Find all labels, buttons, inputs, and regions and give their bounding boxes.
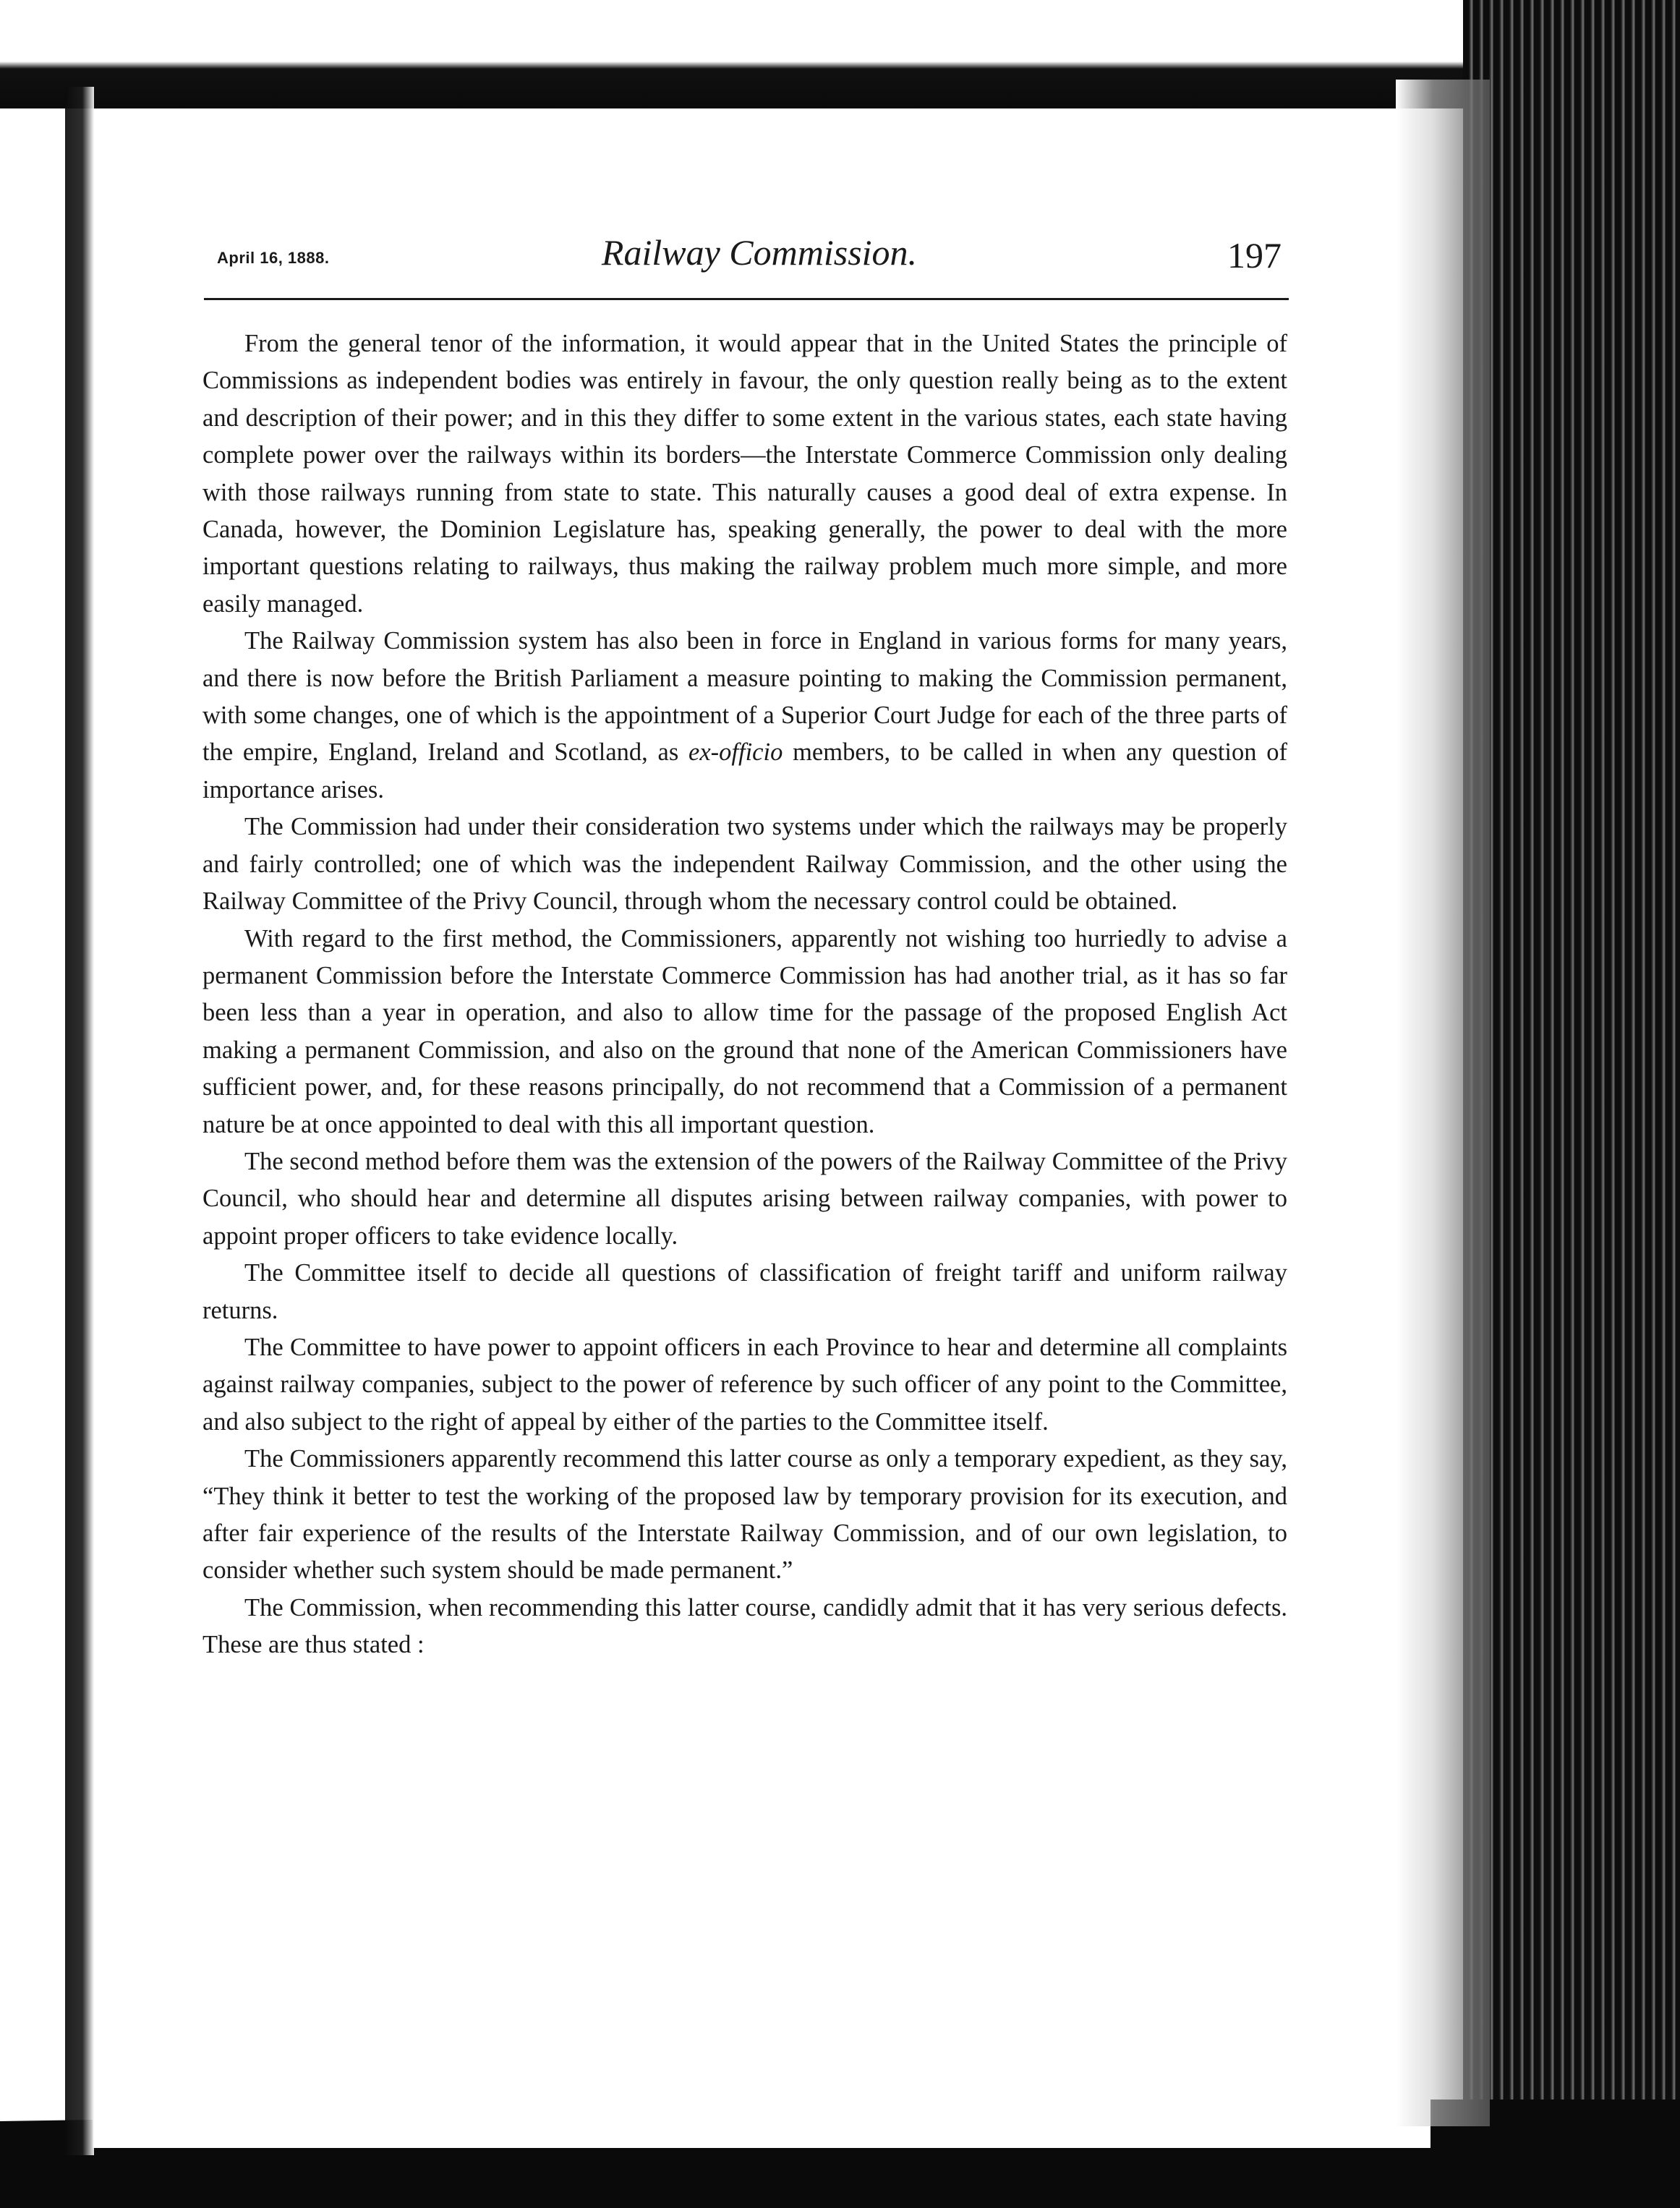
paragraph: The Commission, when recommending this latter course, candidly admit that it has very serious defects. These are thus stated : xyxy=(202,1593,1287,1659)
paragraph: The Committee itself to decide all questions of classification of freight tariff and uniform railway returns. xyxy=(202,1259,1287,1324)
header-rule xyxy=(204,298,1289,300)
italic-term: ex-officio xyxy=(688,738,783,767)
running-header xyxy=(217,231,1287,282)
paragraph: The Committee to have power to appoint officers in each Province to hear and determine all complaints against railway companies, subject to the power of reference by such officer of any point to the Committee, and also subject to the right of appeal by either of the parties to the Committee itself. xyxy=(202,1333,1287,1436)
paragraph: From the general tenor of the information, it would appear that in the United States the principle of Commissions as independent bodies was entirely in favour, the only question really being as to the extent and description of their power; and in this they differ to some extent in the various states, each state having complete power over the railways within its borders—the Interstate Commerce Commission only dealing with those railways running from state to state. This naturally causes a good deal of extra expense. In Canada, however, the Dominion Legislature has, speaking generally, the power to deal with the more important questions relating to railways, thus making the railway problem much more simple, and more easily managed. xyxy=(202,330,1287,618)
paragraph: The Commissioners apparently recommend this latter course as only a temporary expedient, as they say, “They think it better to test the working of the proposed law by temporary provision for its execution, and after fair experience of the results of the Interstate Railway Commission, and of our own legislation, to consider whether such system should be made permanent.” xyxy=(202,1445,1287,1585)
paragraph: With regard to the first method, the Commissioners, apparently not wishing too hurriedly to advise a permanent Commission before the Interstate Commerce Commission has had another trial, as it has so far been less than a year in operation, and also to allow time for the passage of the proposed English Act making a permanent Commission, and also on the ground that none of the American Commissioners have sufficient power, and, for these reasons principally, do not recommend that a Commission of a permanent nature be at once appointed to deal with this all important question. xyxy=(202,924,1287,1138)
paragraph: The second method before them was the extension of the powers of the Railway Committee of the Privy Council, who should hear and determine all disputes arising between railway companies, with power to appoint proper officers to take evidence locally. xyxy=(202,1147,1287,1250)
scan-border-left xyxy=(65,87,94,2155)
header-title: Railway Commission. xyxy=(601,232,918,273)
scan-shadow-right xyxy=(1396,80,1490,2126)
paragraph: The Commission had under their consideration two systems under which the railways may be properly and fairly controlled; one of which was the independent Railway Commission, and the other using the Railway Committee of the Privy Council, through whom the necessary control could be obtained. xyxy=(202,813,1287,916)
body-text xyxy=(202,325,1287,1664)
header-date: April 16, 1888. xyxy=(217,249,330,267)
scan-border-right xyxy=(1463,0,1680,2208)
page-number: 197 xyxy=(1227,235,1282,276)
paragraph: The Railway Commission system has also been in force in England in various forms for many years, and there is now before the British Parliament a measure pointing to making the Commission permanent, with some changes, one of which is the appointment of a Superior Court Judge for each of the three parts of the empire, England, Ireland and Scotland, as ex-officio members, to be called in when any question of importance arises. xyxy=(202,627,1287,804)
